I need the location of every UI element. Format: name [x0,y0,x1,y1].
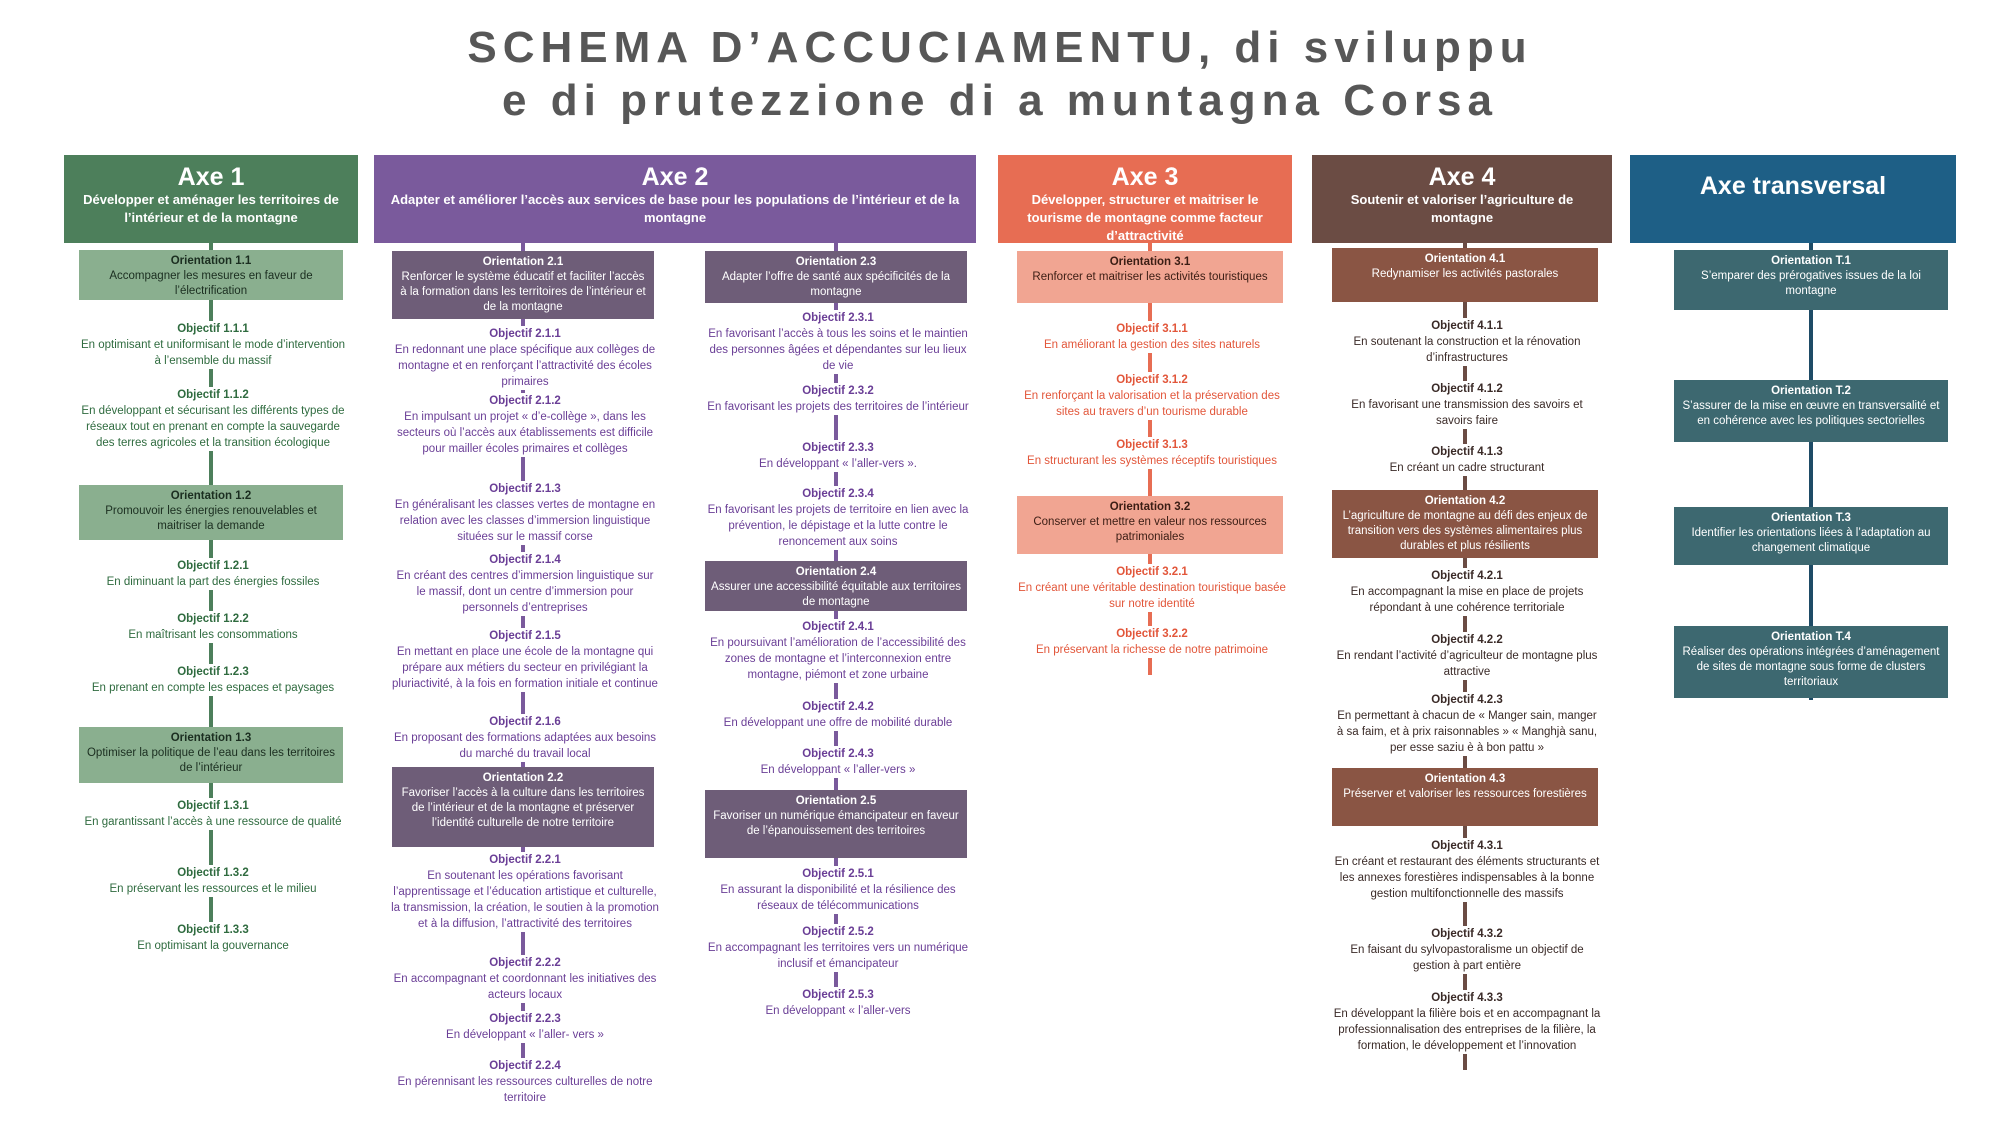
objective-title: Objectif 4.2.1 [1431,570,1503,582]
page-title-line-1: SCHEMA D’ACCUCIAMENTU, di sviluppu [467,23,1533,72]
orientation-title: Orientation T.2 [1771,385,1851,397]
orientation-title: Orientation 1.3 [170,732,252,744]
objective-text: En optimisant et uniformisant le mode d’intervention à l’ensemble du massif [80,339,345,367]
objective-title: Objectif 2.5.2 [802,926,874,938]
objective-text: En poursuivant l’amélioration de l’accessibilité des zones de montagne et l’interconnexion entre montagne, piémont et zone urbaine [710,637,966,681]
orientation-title: Orientation T.1 [1771,255,1851,267]
objective-item [75,664,351,696]
objective-text: En accompagnant et coordonnant les initiatives des acteurs locaux [393,973,657,1001]
objective-text: En permettant à chacun de « Manger sain, manger à sa faim, et à prix raisonnables » « Manghjà sanu, per esse saziu è à bon pattu » [1336,710,1598,754]
objective-title: Objectif 2.5.1 [802,868,874,880]
objective-title: Objectif 2.4.3 [802,748,874,760]
objective-text: En développant et sécurisant les différents types de réseaux tout en prenant en compte la sauvegarde des terres agricoles et la transition écologique [81,405,345,449]
objective-title: Objectif 2.5.3 [802,989,874,1001]
objective-item [75,387,351,451]
axis-subtitle: Soutenir et valoriser l’agriculture de montagne [1350,192,1574,225]
objective-title: Objectif 3.1.2 [1116,374,1188,386]
orientation-text: Renforcer le système éducatif et faciliter l’accès à la formation dans les territoires de l’intérieur et de la montagne [400,271,646,313]
orientation-text: Favoriser l’accès à la culture dans les territoires de l’intérieur et de la montagne et préserver l’identité culturelle de notre territoire [401,787,645,829]
objective-text: En mettant en place une école de la montagne qui prépare aux métiers du secteur en privilégiant la pluriactivité, à la fois en formation initiale et continue [392,646,658,690]
objective-text: En redonnant une place spécifique aux collèges de montagne et en renforçant l’attractivité des écoles primaires [394,344,656,388]
objective-title: Objectif 2.1.5 [489,630,561,642]
orientation-box [79,485,343,540]
orientation-title: Orientation 1.2 [170,490,252,502]
orientation-title: Orientation 2.3 [795,256,877,268]
objective-text: En préservant les ressources et le milieu [109,883,317,895]
orientation-box [1674,250,1948,310]
objective-item [389,1011,661,1043]
orientation-box [705,790,967,858]
orientation-title: Orientation 4.2 [1424,495,1506,507]
objective-text: En favorisant une transmission des savoirs et savoirs faire [1351,399,1583,427]
objective-text: En pérennisant les ressources culturelles de notre territoire [397,1076,653,1104]
objective-text: En optimisant la gouvernance [137,940,289,952]
objective-item [702,619,974,683]
orientation-box [1017,496,1283,554]
objective-text: En créant une véritable destination touristique basée sur notre identité [1018,582,1286,610]
objective-item [1331,568,1603,616]
objective-title: Objectif 2.4.2 [802,701,874,713]
orientation-text: Conserver et mettre en valeur nos ressources patrimoniales [1033,516,1267,543]
objective-item [1331,632,1603,680]
orientation-box [1674,507,1948,565]
orientation-title: Orientation 4.3 [1424,773,1506,785]
objective-item [389,552,661,616]
objective-text: En favorisant les projets de territoire en lien avec la prévention, le dépistage et la lutte contre le renoncement aux soins [707,504,969,548]
objective-text: En développant « l’aller-vers ». [759,458,917,470]
objective-text: En faisant du sylvopastoralisme un objectif de gestion à part entière [1350,944,1584,972]
objective-title: Objectif 3.2.2 [1116,628,1188,640]
objective-text: En soutenant la construction et la rénovation d’infrastructures [1353,336,1581,364]
objective-item [1012,626,1292,658]
objective-title: Objectif 4.3.3 [1431,992,1503,1004]
objective-item [389,393,661,457]
objective-title: Objectif 2.3.3 [802,442,874,454]
objective-item [389,852,661,932]
axis-subtitle: Développer et aménager les territoires de l’intérieur et de la montagne [83,192,339,225]
objective-text: En créant et restaurant des éléments structurants et les annexes forestières indispensables à la bonne gestion multifonctionnelle des massifs [1334,856,1600,900]
objective-item [702,866,974,914]
orientation-text: L’agriculture de montagne au défi des enjeux de transition vers des systèmes alimentaires plus durables et plus résilients [1342,510,1588,552]
orientation-title: Orientation 2.4 [795,566,877,578]
orientation-box [392,251,654,319]
objective-title: Objectif 2.2.3 [489,1013,561,1025]
objective-title: Objectif 1.3.3 [177,924,249,936]
axis-header-a3 [998,155,1292,243]
objective-title: Objectif 1.2.1 [177,560,249,572]
objective-item [1012,321,1292,353]
orientation-box [392,767,654,847]
orientation-text: Promouvoir les énergies renouvelables et maitriser la demande [105,505,317,532]
orientation-title: Orientation 2.5 [795,795,877,807]
page-title-line-2: e di prutezzione di a muntagna Corsa [502,76,1498,125]
objective-title: Objectif 3.1.1 [1116,323,1188,335]
orientation-text: Assurer une accessibilité équitable aux territoires de montagne [711,581,961,608]
orientation-box [1332,490,1598,558]
objective-text: En garantissant l’accès à une ressource de qualité [84,816,342,828]
objective-text: En améliorant la gestion des sites naturels [1043,339,1261,351]
objective-text: En proposant des formations adaptées aux besoins du marché du travail local [393,732,657,760]
objective-item [1331,381,1603,429]
orientation-title: Orientation 1.1 [170,255,252,267]
objective-item [702,310,974,374]
objective-title: Objectif 2.1.1 [489,328,561,340]
objective-text: En favorisant l’accès à tous les soins et le maintien des personnes âgées et dépendantes sur leu lieux de vie [708,328,968,372]
objective-item [1012,437,1292,469]
objective-text: En accompagnant les territoires vers un numérique inclusif et émancipateur [707,942,969,970]
axis-title: Axe transversal [1699,172,1887,200]
objective-text: En soutenant les opérations favorisant l’apprentissage et l’éducation artistique et culturelle, la transmission, la création, le soutien à la promotion et à la diffusion, l’attractivité des territoires [391,870,659,930]
objective-title: Objectif 1.1.2 [177,389,249,401]
objective-text: En assurant la disponibilité et la résilience des réseaux de télécommunications [720,884,956,912]
objective-text: En développant « l’aller-vers [765,1005,911,1017]
objective-item [1331,926,1603,974]
orientation-title: Orientation 2.1 [482,256,564,268]
objective-item [702,486,974,550]
orientation-box [1674,380,1948,442]
objective-title: Objectif 2.2.4 [489,1060,561,1072]
objective-title: Objectif 1.2.3 [177,666,249,678]
axis-header-a1 [64,155,358,243]
objective-title: Objectif 4.1.1 [1431,320,1503,332]
objective-text: En prenant en compte les espaces et paysages [91,682,335,694]
orientation-text: Redynamiser les activités pastorales [1371,268,1559,280]
orientation-title: Orientation 3.2 [1109,501,1191,513]
orientation-text: Réaliser des opérations intégrées d’aménagement de sites de montagne sous forme de clusters territoriaux [1682,646,1940,688]
objective-title: Objectif 1.1.1 [177,323,249,335]
objective-text: En préservant la richesse de notre patrimoine [1035,644,1269,656]
objective-title: Objectif 2.1.4 [489,554,561,566]
axis-title: Axe 1 [177,163,245,191]
objective-title: Objectif 2.2.1 [489,854,561,866]
objective-item [75,558,351,590]
axis-title: Axe 3 [1111,163,1179,191]
objective-text: En accompagnant la mise en place de projets répondant à une cohérence territoriale [1350,586,1584,614]
orientation-text: Renforcer et maitriser les activités touristiques [1032,271,1268,283]
orientation-text: S’assurer de la mise en œuvre en transversalité et en cohérence avec les politiques sectorielles [1682,400,1940,427]
objective-title: Objectif 2.1.3 [489,483,561,495]
objective-item [1331,692,1603,756]
objective-title: Objectif 1.3.1 [177,800,249,812]
objective-item [1331,444,1603,476]
orientation-box [1017,251,1283,303]
objective-title: Objectif 1.3.2 [177,867,249,879]
objective-title: Objectif 4.1.2 [1431,383,1503,395]
objective-item [75,798,351,830]
objective-item [75,922,351,954]
objective-text: En développant « l’aller- vers » [446,1029,604,1041]
objective-text: En développant la filière bois et en accompagnant la professionnalisation des entreprises de la filière, la formation, le développement et l’innovation [1333,1008,1601,1052]
objective-item [1331,990,1603,1054]
orientation-box [1332,248,1598,302]
objective-title: Objectif 4.3.2 [1431,928,1503,940]
axis-header-aT [1630,155,1956,243]
objective-title: Objectif 3.1.3 [1116,439,1188,451]
objective-title: Objectif 4.3.1 [1431,840,1503,852]
objective-title: Objectif 4.2.2 [1431,634,1503,646]
objective-text: En diminuant la part des énergies fossiles [106,576,320,588]
objective-item [75,865,351,897]
axis-header-a4 [1312,155,1612,243]
objective-title: Objectif 4.2.3 [1431,694,1503,706]
orientation-text: Favoriser un numérique émancipateur en faveur de l’épanouissement des territoires [713,810,959,837]
objective-item [389,1058,661,1106]
objective-text: En créant des centres d’immersion linguistique sur le massif, dont un centre d’immersion pour personnels d’entreprises [396,570,654,614]
orientation-text: Adapter l’offre de santé aux spécificités de la montagne [721,271,950,298]
objective-text: En généralisant les classes vertes de montagne en relation avec les classes d’immersion linguistique situées sur le massif corse [394,499,656,543]
objective-title: Objectif 1.2.2 [177,613,249,625]
objective-item [1331,838,1603,902]
objective-title: Objectif 4.1.3 [1431,446,1503,458]
objective-item [1331,318,1603,366]
axis-title: Axe 4 [1428,163,1496,191]
objective-title: Objectif 2.4.1 [802,621,874,633]
objective-item [702,383,974,415]
objective-text: En développant « l’aller-vers » [760,764,916,776]
orientation-box [705,251,967,303]
objective-item [702,746,974,778]
orientation-title: Orientation 2.2 [482,772,564,784]
objective-text: En favorisant les projets des territoires de l’intérieur [707,401,969,413]
objective-text: En renforçant la valorisation et la préservation des sites au travers d’un tourisme durable [1024,390,1280,418]
orientation-text: Identifier les orientations liées à l’adaptation au changement climatique [1691,527,1931,554]
objective-title: Objectif 2.3.1 [802,312,874,324]
objective-item [389,628,661,692]
orientation-box [1674,626,1948,698]
objective-title: Objectif 2.3.4 [802,488,874,500]
orientation-text: Accompagner les mesures en faveur de l’électrification [109,270,313,297]
orientation-text: Optimiser la politique de l’eau dans les territoires de l’intérieur [86,747,335,774]
axis-title: Axe 2 [641,163,709,191]
objective-item [1012,372,1292,420]
objective-item [702,924,974,972]
orientation-text: S’emparer des prérogatives issues de la loi montagne [1701,270,1921,297]
objective-title: Objectif 2.3.2 [802,385,874,397]
objective-text: En rendant l’activité d’agriculteur de montagne plus attractive [1336,650,1598,678]
objective-title: Objectif 3.2.1 [1116,566,1188,578]
axis-subtitle: Développer, structurer et maitriser le tourisme de montagne comme facteur d’attractivité [1027,192,1263,243]
objective-item [702,987,974,1019]
objective-item [75,321,351,369]
objective-title: Objectif 2.1.2 [489,395,561,407]
orientation-box [1332,768,1598,826]
orientation-box [79,250,343,300]
axis-header-a2 [374,155,976,243]
orientation-box [705,561,967,611]
objective-item [389,714,661,762]
objective-item [1012,564,1292,612]
orientation-box [79,727,343,783]
objective-text: En structurant les systèmes réceptifs touristiques [1027,455,1277,467]
objective-text: En développant une offre de mobilité durable [723,717,953,729]
objective-text: En créant un cadre structurant [1389,462,1545,474]
objective-item [702,699,974,731]
objective-text: En maîtrisant les consommations [128,629,298,641]
axis-subtitle: Adapter et améliorer l’accès aux services de base pour les populations de l’intérieur et de la montagne [390,192,960,225]
objective-item [389,955,661,1003]
orientation-text: Préserver et valoriser les ressources forestières [1343,788,1587,800]
objective-title: Objectif 2.2.2 [489,957,561,969]
objective-title: Objectif 2.1.6 [489,716,561,728]
objective-item [702,440,974,472]
orientation-title: Orientation T.3 [1771,512,1851,524]
objective-item [389,481,661,545]
orientation-title: Orientation 3.1 [1109,256,1191,268]
orientation-title: Orientation T.4 [1771,631,1851,643]
objective-item [389,326,661,390]
objective-item [75,611,351,643]
objective-text: En impulsant un projet « d’e-collège », dans les secteurs où l’accès aux établissements est difficile pour mailler écoles primaires et collèges [396,411,654,455]
orientation-title: Orientation 4.1 [1424,253,1506,265]
